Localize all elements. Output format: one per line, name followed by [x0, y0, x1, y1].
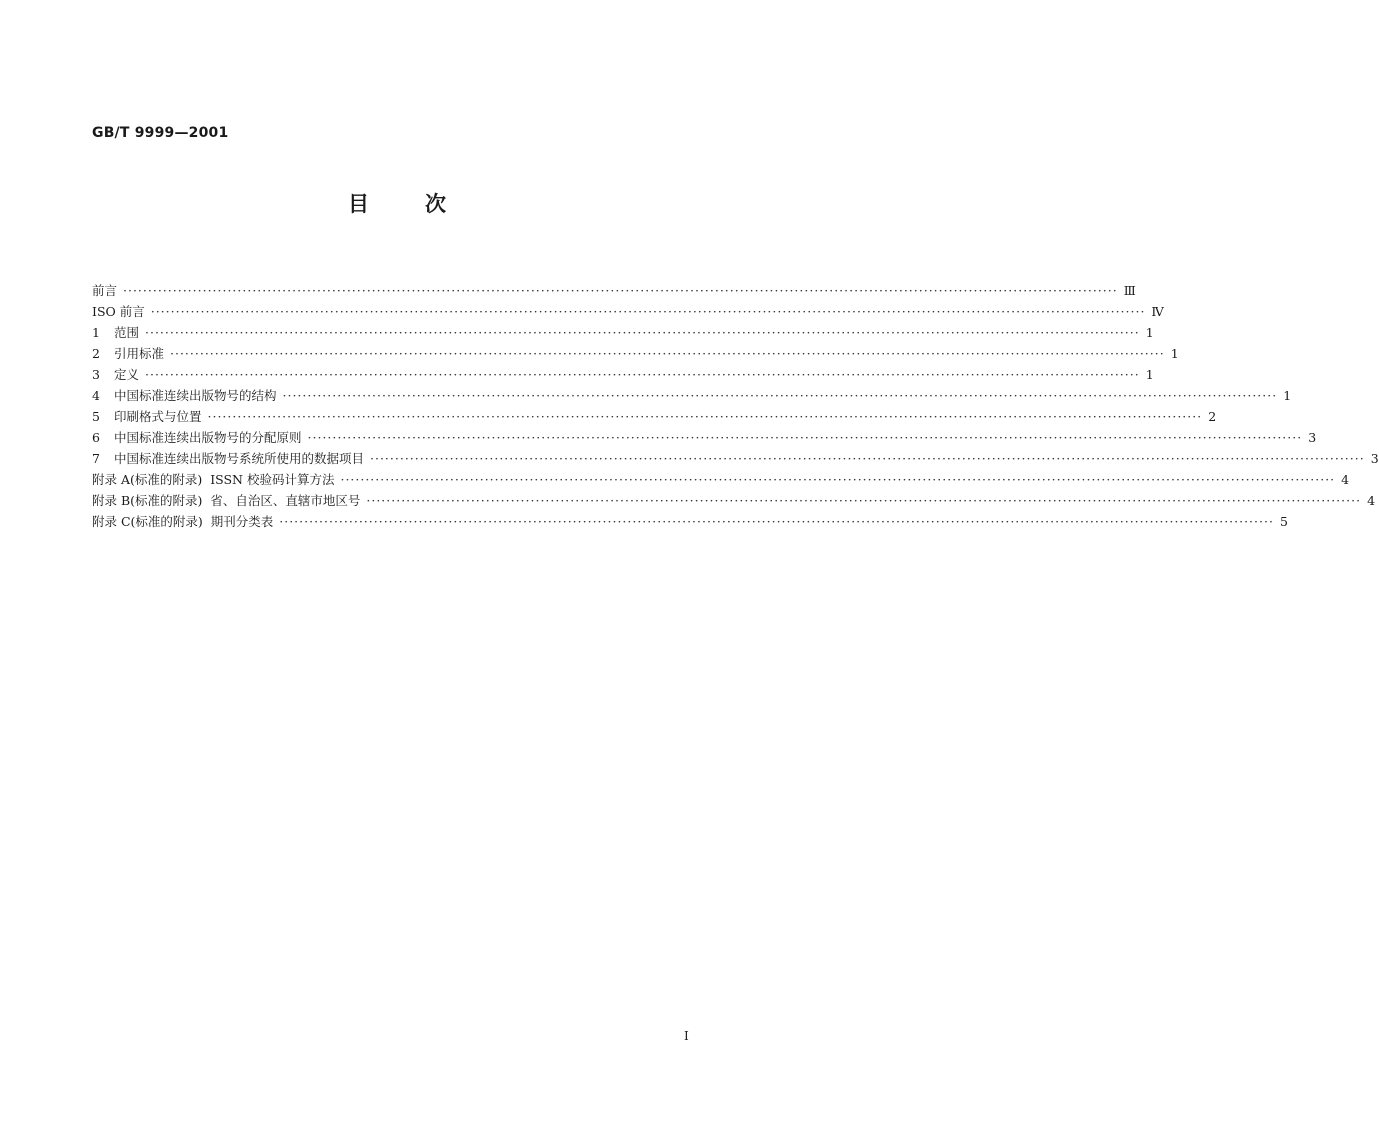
- toc-dot-leader: ········································································································································································································: [366, 493, 1362, 508]
- toc-entry-appendix-c[interactable]: [92, 511, 1288, 532]
- toc-page-number: 4: [1341, 472, 1350, 487]
- toc-entry-2[interactable]: [92, 343, 1179, 364]
- toc-entry-foreword[interactable]: [92, 280, 1136, 301]
- toc-entry-title: ISO 前言: [92, 304, 145, 319]
- toc-entry-title: 引用标准: [114, 346, 165, 361]
- toc-entry-title: 中国标准连续出版物号系统所使用的数据项目: [114, 451, 365, 466]
- toc-page-number: 3: [1308, 430, 1317, 445]
- toc-entry-title: 附录 C(标准的附录) 期刊分类表: [92, 514, 274, 529]
- toc-entry-number: 3: [92, 367, 100, 382]
- toc-page-number: 1: [1145, 367, 1154, 382]
- toc-entry-appendix-a[interactable]: [92, 469, 1350, 490]
- toc-page-number: Ⅳ: [1151, 304, 1164, 319]
- toc-entry-title: 中国标准连续出版物号的分配原则: [114, 430, 302, 445]
- toc-dot-leader: ········································································································································································································: [279, 514, 1274, 529]
- toc-entry-title: 定义: [114, 367, 140, 382]
- toc-entry-7[interactable]: [92, 448, 1379, 469]
- toc-entry-number: 5: [92, 409, 100, 424]
- table-of-contents: [92, 280, 1379, 532]
- toc-dot-leader: ········································································································································································································: [340, 472, 1336, 487]
- toc-page-number: Ⅲ: [1123, 283, 1136, 298]
- toc-entry-appendix-b[interactable]: [92, 490, 1376, 511]
- toc-page-number: 1: [1283, 388, 1292, 403]
- toc-entry-iso-foreword[interactable]: [92, 301, 1164, 322]
- toc-entry-number: 7: [92, 451, 100, 466]
- toc-entry-title: 印刷格式与位置: [114, 409, 202, 424]
- toc-entry-3[interactable]: [92, 364, 1154, 385]
- toc-page-number: 5: [1279, 514, 1288, 529]
- toc-entry-title: 范围: [114, 325, 140, 340]
- toc-dot-leader: ········································································································································································································: [145, 367, 1140, 382]
- toc-entry-number: 1: [92, 325, 100, 340]
- toc-dot-leader: ········································································································································································································: [170, 346, 1165, 361]
- toc-page-number: 4: [1367, 493, 1376, 508]
- toc-dot-leader: ········································································································································································································: [207, 409, 1203, 424]
- toc-entry-title: 前言: [92, 283, 118, 298]
- toc-entry-title: 附录 A(标准的附录) ISSN 校验码计算方法: [92, 472, 335, 487]
- toc-dot-leader: ········································································································································································································: [370, 451, 1365, 466]
- toc-page-number: 3: [1370, 451, 1379, 466]
- toc-entry-4[interactable]: [92, 385, 1292, 406]
- toc-entry-title: 中国标准连续出版物号的结构: [114, 388, 277, 403]
- toc-entry-1[interactable]: [92, 322, 1154, 343]
- standard-code: GB/T 9999—2001: [92, 125, 229, 141]
- toc-page-number: 1: [1170, 346, 1179, 361]
- toc-page-number: 2: [1208, 409, 1217, 424]
- toc-entry-number: 6: [92, 430, 100, 445]
- toc-entry-6[interactable]: [92, 427, 1317, 448]
- footer-page-number: I: [684, 1029, 689, 1043]
- toc-dot-leader: ········································································································································································································: [307, 430, 1303, 445]
- toc-entry-5[interactable]: [92, 406, 1217, 427]
- toc-page-number: 1: [1145, 325, 1154, 340]
- toc-dot-leader: ········································································································································································································: [123, 283, 1118, 298]
- toc-entry-title: 附录 B(标准的附录) 省、自治区、直辖市地区号: [92, 493, 361, 508]
- toc-dot-leader: ········································································································································································································: [145, 325, 1140, 340]
- toc-dot-leader: ········································································································································································································: [150, 304, 1146, 319]
- toc-dot-leader: ········································································································································································································: [282, 388, 1278, 403]
- toc-entry-number: 4: [92, 388, 100, 403]
- toc-entry-number: 2: [92, 346, 100, 361]
- page-title: 目次: [348, 192, 502, 216]
